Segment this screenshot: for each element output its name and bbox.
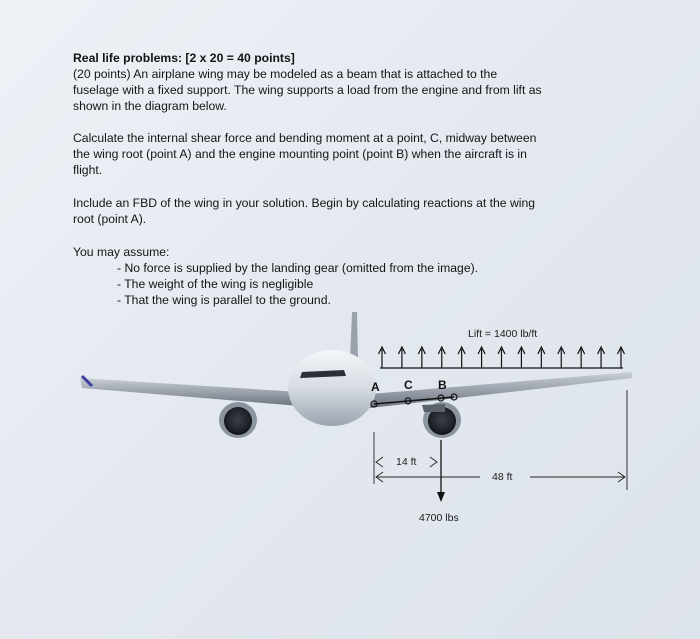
dim14-right-tick <box>430 457 437 467</box>
point-b-label: B <box>438 378 447 392</box>
assume-heading: You may assume: <box>73 245 170 259</box>
assumption-2: - The weight of the wing is negligible <box>117 277 314 291</box>
dim14-left-tick <box>376 457 383 467</box>
engine-load-arrowhead <box>437 492 445 502</box>
fuselage <box>288 350 376 426</box>
calc-line-3: flight. <box>73 163 103 177</box>
calc-line-1: Calculate the internal shear force and bending moment at a point, C, midway between <box>73 131 537 145</box>
point-c-label: C <box>404 378 413 392</box>
fbd-line-2: root (point A). <box>73 212 147 226</box>
tail-fin <box>350 312 358 360</box>
intro-line-1: (20 points) An airplane wing may be modeled as a beam that is attached to the <box>73 67 498 81</box>
dim-14-label: 14 ft <box>396 456 417 468</box>
calc-line-2: the wing root (point A) and the engine mounting point (point B) when the aircraft is in <box>73 147 527 161</box>
lift-label: Lift = 1400 lb/ft <box>468 328 538 340</box>
problem-title: Real life problems: [2 x 20 = 40 points] <box>73 51 295 65</box>
fbd-line-1: Include an FBD of the wing in your solution. Begin by calculating reactions at the wing <box>73 196 536 210</box>
point-a-label: A <box>371 380 380 394</box>
lift-arrows <box>379 347 625 368</box>
left-wing <box>80 378 300 406</box>
dim-48-label: 48 ft <box>492 471 513 483</box>
engine-load-label: 4700 lbs <box>419 512 459 524</box>
airplane-illustration <box>80 312 632 438</box>
intro-line-3: shown in the diagram below. <box>73 99 227 113</box>
left-engine <box>224 407 252 435</box>
assumption-1: - No force is supplied by the landing gear (omitted from the image). <box>117 261 479 275</box>
intro-line-2: fuselage with a fixed support. The wing supports a load from the engine and from lift as <box>73 83 542 97</box>
assumption-3: - That the wing is parallel to the ground. <box>117 293 331 307</box>
engine-pylon <box>422 404 445 412</box>
